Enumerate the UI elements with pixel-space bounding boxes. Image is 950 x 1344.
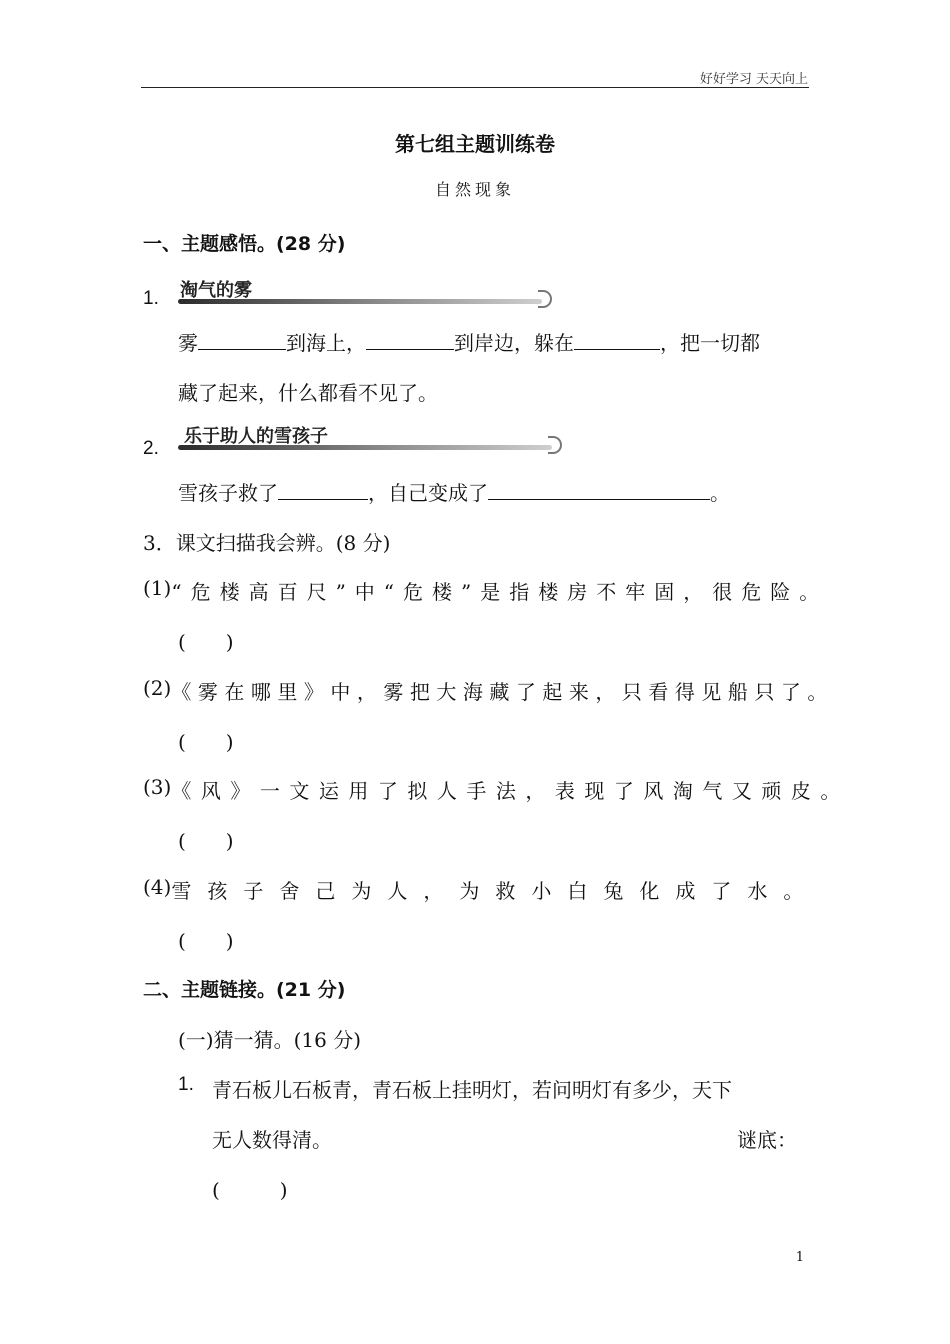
q2-banner [178, 428, 562, 450]
q2-blank-2[interactable] [488, 481, 710, 500]
q3-item-1-answer[interactable]: ( ) [178, 630, 234, 654]
section2-heading: 二、主题链接。(21 分) [143, 979, 346, 1001]
q1-line2: 藏了起来，什么都看不见了。 [178, 381, 438, 405]
q1-blank-2[interactable] [366, 331, 454, 350]
section2-sub1: (一)猜一猜。(16 分) [178, 1028, 362, 1052]
q1-line1 [178, 327, 760, 356]
q3-item-4-answer[interactable]: ( ) [178, 929, 234, 953]
q2-text-b: ，自己变成了 [368, 481, 488, 505]
q3-item-2-text: 《雾在哪里》中，雾把大海藏了起来，只看得见船只了。 [171, 680, 834, 704]
q3-item-2-label: (2) [143, 676, 172, 700]
q3-item-4-label: (4) [143, 875, 172, 899]
q1-text-c: 到岸边，躲在 [454, 331, 574, 355]
riddle1-answer-label: 谜底： [737, 1128, 797, 1152]
q3-item-3-label: (3) [143, 775, 172, 799]
section1-heading: 一、主题感悟。(28 分) [143, 233, 346, 255]
page-title: 第七组主题训练卷 [395, 132, 555, 156]
q3-item-3 [143, 775, 850, 804]
q3-item-1-text: “危楼高百尺”中“危楼”是指楼房不牢固，很危险。 [171, 580, 829, 604]
q1-number: 1. [143, 288, 159, 309]
banner-end [548, 436, 562, 454]
riddle1-answer[interactable]: ( ) [212, 1178, 288, 1202]
q2-banner-label: 乐于助人的雪孩子 [184, 426, 328, 447]
q1-banner-label: 淘气的雾 [180, 280, 252, 301]
q3-item-1 [143, 576, 829, 605]
q3-item-4-text: 雪孩子舍己为人，为救小白兔化成了水。 [171, 879, 820, 903]
q1-banner [178, 282, 552, 304]
q1-text-b: 到海上， [286, 331, 366, 355]
q2-text-a: 雪孩子救了 [178, 481, 278, 505]
q2-line [178, 477, 730, 506]
q3-item-3-text: 《风》一文运用了拟人手法，表现了风淘气又顽皮。 [171, 779, 850, 803]
q3-item-2 [143, 676, 834, 705]
page-number: 1 [795, 1250, 804, 1265]
page-subtitle: 自然现象 [434, 180, 515, 199]
banner-end [538, 290, 552, 308]
q3-heading: 3．课文扫描我会辨。(8 分) [143, 531, 391, 555]
q3-item-2-answer[interactable]: ( ) [178, 730, 234, 754]
q3-item-4 [143, 875, 820, 904]
header-motto: 好好学习 天天向上 [699, 72, 808, 87]
q2-blank-1[interactable] [278, 481, 368, 500]
q1-text-a: 雾 [178, 331, 198, 355]
q1-text-d: ，把一切都 [660, 331, 760, 355]
q3-item-1-label: (1) [143, 576, 172, 600]
riddle1-line1: 青石板儿石板青，青石板上挂明灯，若问明灯有多少，天下 [212, 1078, 732, 1102]
header-rule [141, 87, 809, 88]
q3-item-3-answer[interactable]: ( ) [178, 829, 234, 853]
riddle1-line2: 无人数得清。 [212, 1128, 332, 1152]
q1-blank-3[interactable] [574, 331, 660, 350]
q2-number: 2. [143, 438, 159, 459]
q2-text-c: 。 [710, 481, 730, 505]
q1-blank-1[interactable] [198, 331, 286, 350]
riddle1-number: 1. [178, 1074, 194, 1095]
